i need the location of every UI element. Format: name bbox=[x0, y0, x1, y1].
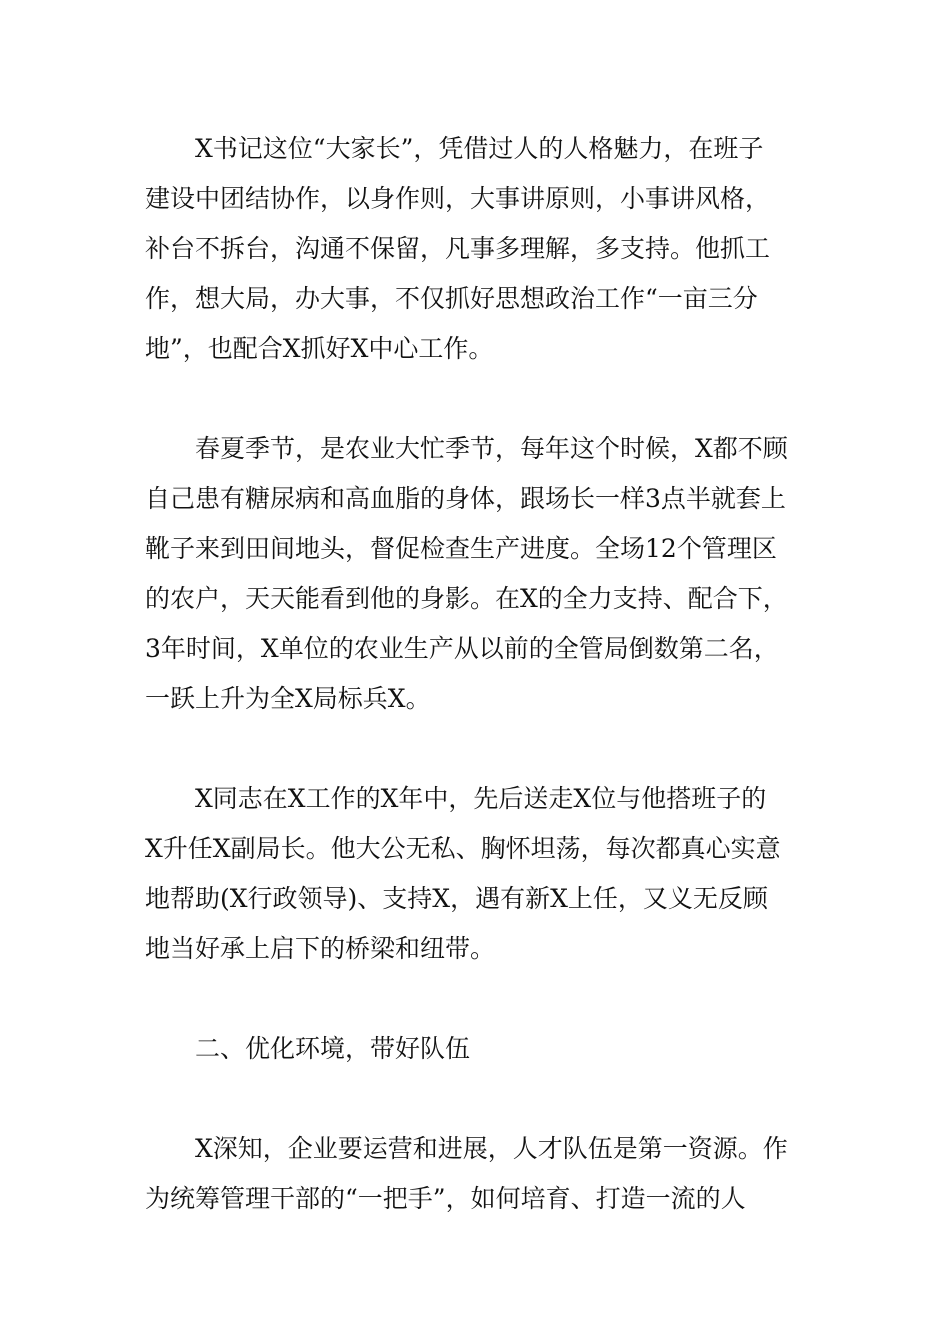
paragraph-line: X同志在X工作的X年中，先后送走X位与他搭班子的 bbox=[195, 784, 767, 813]
paragraph-line: 春夏季节，是农业大忙季节，每年这个时候，X都不顾 bbox=[195, 434, 788, 463]
paragraph-2 bbox=[145, 424, 815, 724]
paragraph-line: 建设中团结协作，以身作则，大事讲原则，小事讲风格， bbox=[145, 184, 771, 213]
document-body bbox=[145, 124, 815, 1274]
paragraph-line: 地当好承上启下的桥梁和纽带。 bbox=[145, 934, 496, 963]
paragraph-line: 为统筹管理干部的“一把手”，如何培育、打造一流的人 bbox=[145, 1184, 746, 1213]
paragraph-line: 地”，也配合X抓好X中心工作。 bbox=[145, 334, 494, 363]
paragraph-line: 补台不拆台，沟通不保留，凡事多理解，多支持。他抓工 bbox=[145, 234, 771, 263]
paragraph-line: X深知，企业要运营和进展，人才队伍是第一资源。作 bbox=[195, 1134, 788, 1163]
section-heading bbox=[145, 1024, 815, 1074]
paragraph-3 bbox=[145, 774, 815, 974]
paragraph-line: 地帮助(X行政领导)、支持X，遇有新X上任，又义无反顾 bbox=[145, 884, 768, 913]
paragraph-4 bbox=[145, 1124, 815, 1224]
paragraph-line: 作，想大局，办大事，不仅抓好思想政治工作“一亩三分 bbox=[145, 284, 758, 313]
paragraph-line: 3年时间，X单位的农业生产从以前的全管局倒数第二名， bbox=[145, 634, 779, 663]
paragraph-line: 自己患有糖尿病和高血脂的身体，跟场长一样3点半就套上 bbox=[145, 484, 786, 513]
paragraph-line: 的农户，天天能看到他的身影。在X的全力支持、配合下， bbox=[145, 584, 788, 613]
paragraph-line: 一跃上升为全X局标兵X。 bbox=[145, 684, 431, 713]
paragraph-line: X升任X副局长。他大公无私、胸怀坦荡，每次都真心实意 bbox=[145, 834, 781, 863]
paragraph-line: 靴子来到田间地头，督促检查生产进度。全场12个管理区 bbox=[145, 534, 777, 563]
paragraph-line: X书记这位“大家长”，凭借过人的人格魅力，在班子 bbox=[195, 134, 764, 163]
section-heading-text: 二、优化环境，带好队伍 bbox=[195, 1034, 471, 1063]
paragraph-1 bbox=[145, 124, 815, 374]
